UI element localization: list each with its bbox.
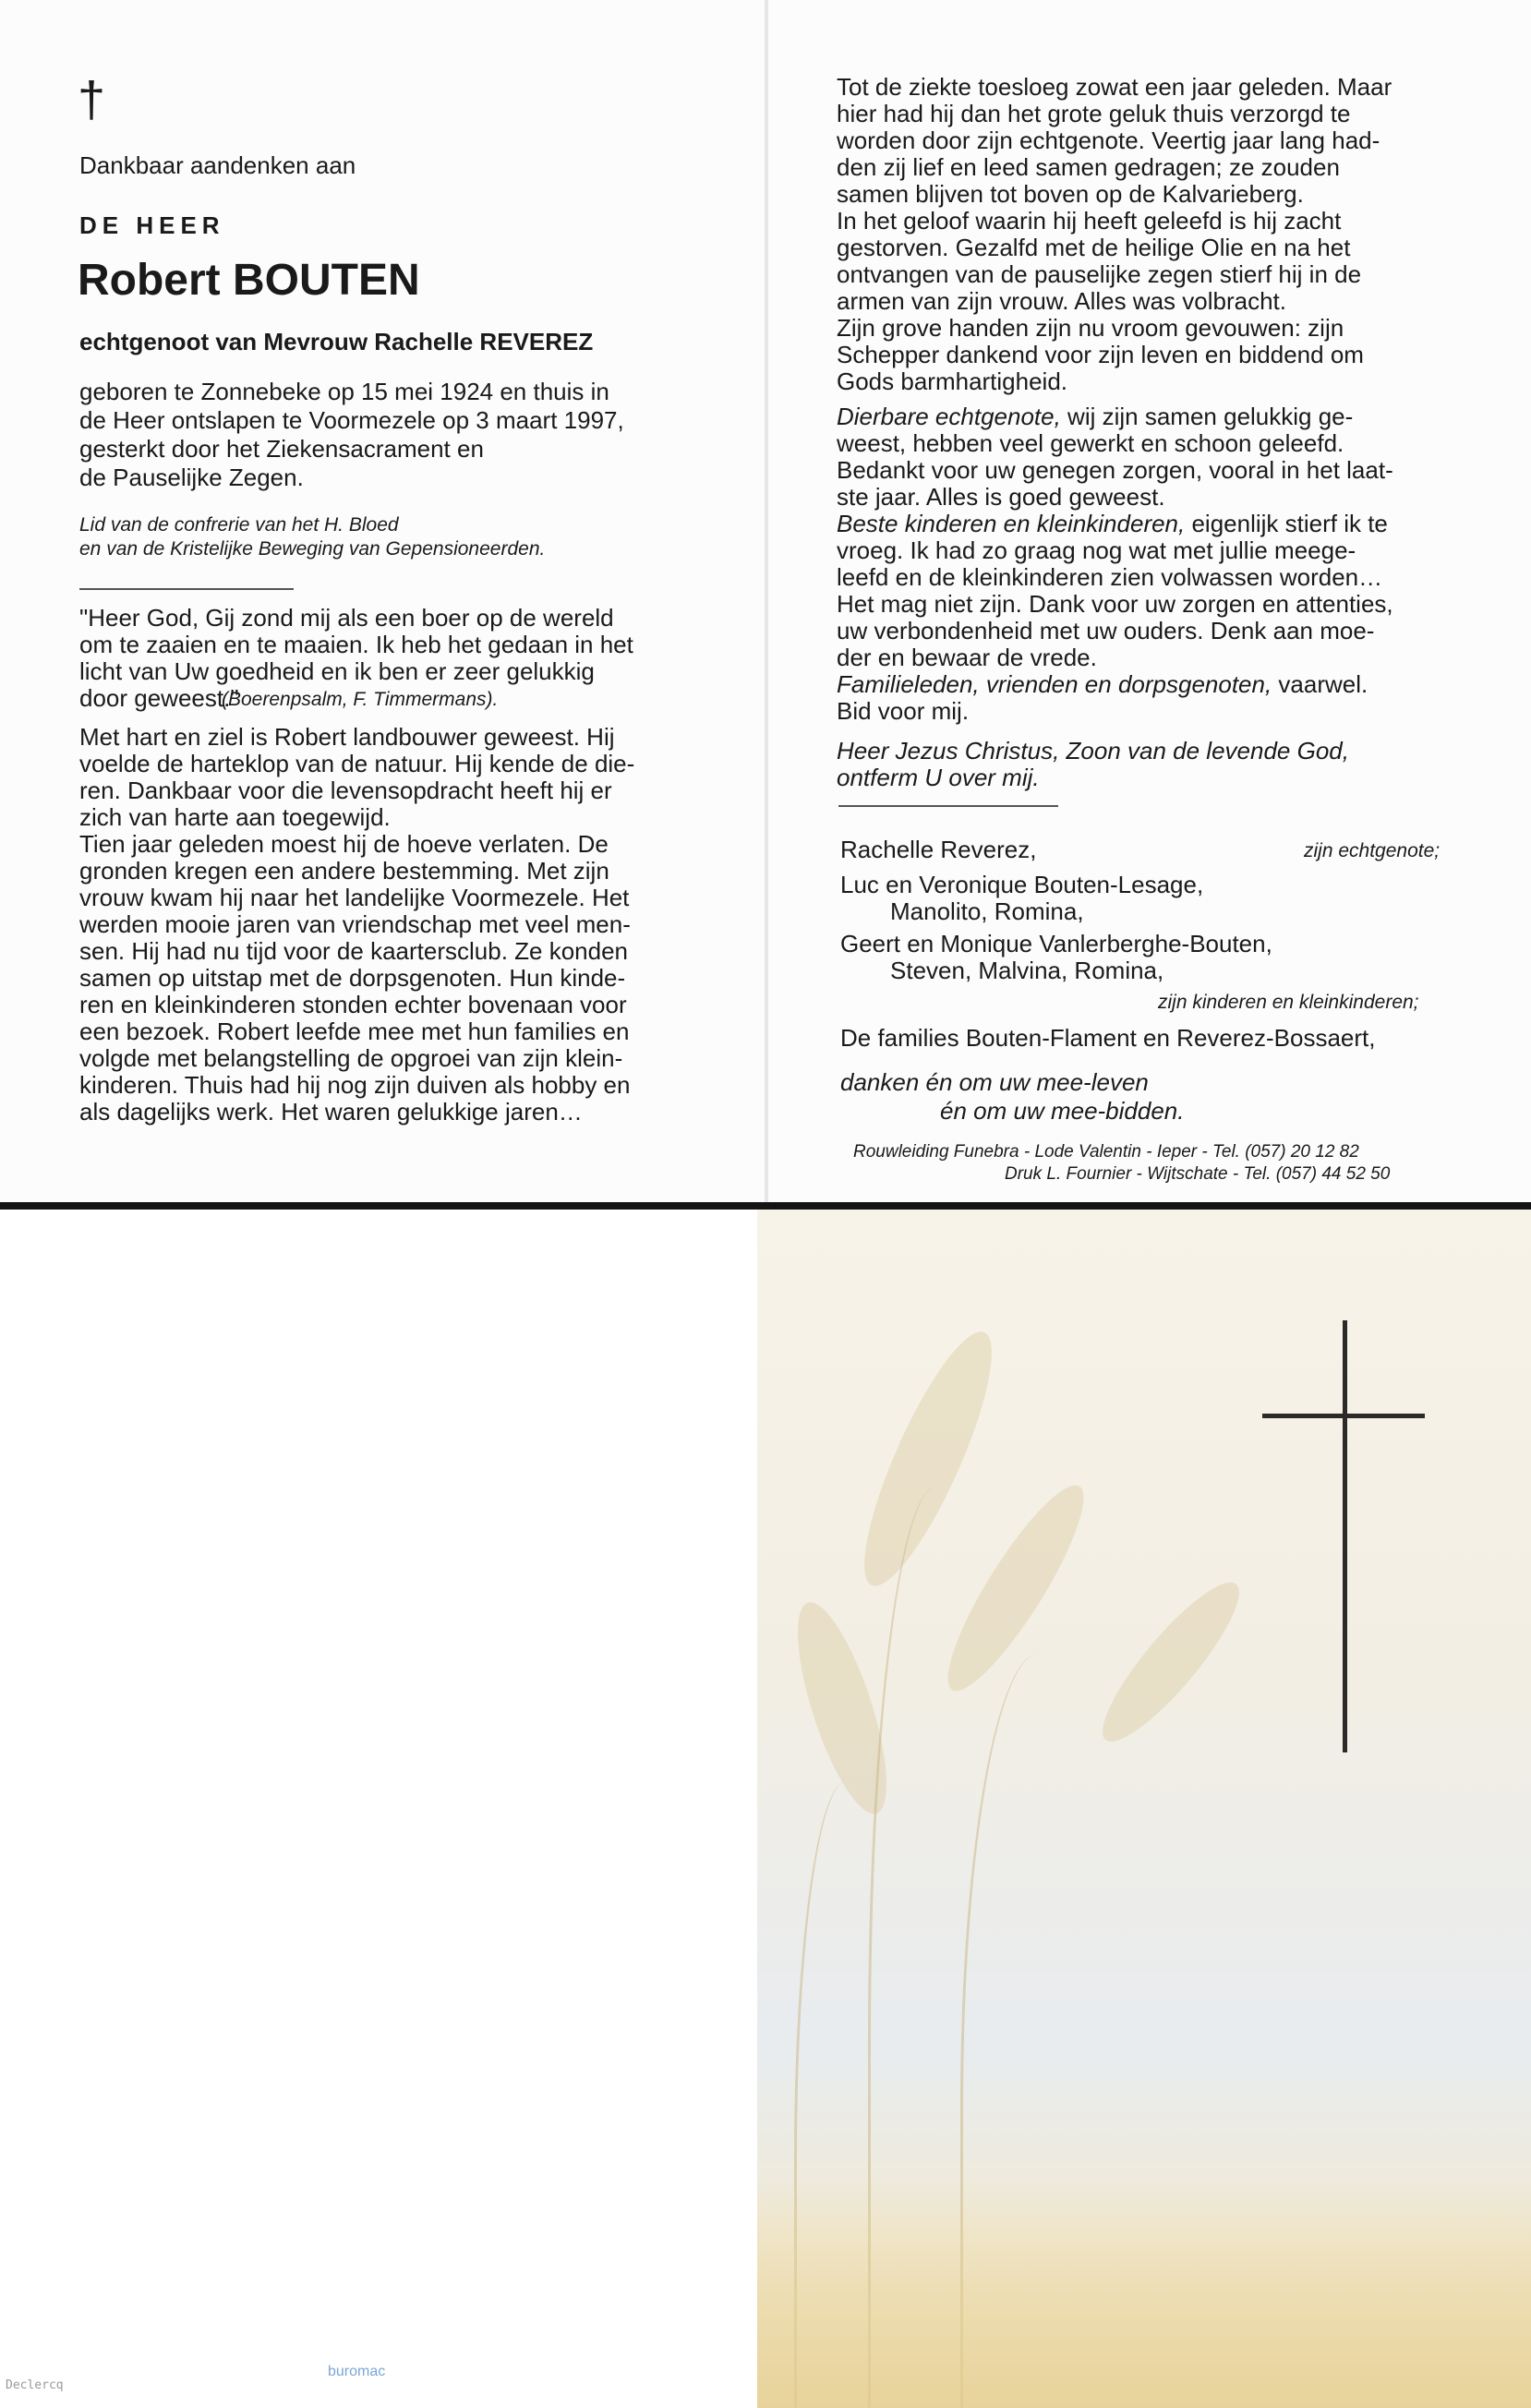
children-address: Beste kinderen en kleinkinderen, [837,510,1186,537]
divider [79,588,294,590]
left-inner-page [0,0,765,1202]
intro-text: Dankbaar aandenken aan [79,151,356,179]
mourner-families: De families Bouten-Flament en Reverez-Bossaert, [840,1024,1376,1052]
family-address-line [837,671,1368,698]
text-line: leefd en de kleinkinderen zien volwassen worden… [837,563,1383,591]
family-rest: vaarwel. [1272,670,1368,698]
text-line: Bedankt voor uw genegen zorgen, vooral in het laat- [837,456,1393,484]
mourner-grandchildren: Steven, Malvina, Romina, [890,957,1164,984]
family-address: Familieleden, vrienden en dorpsgenoten, [837,670,1272,698]
fold-line-horizontal [0,1202,1531,1210]
text-line: worden door zijn echtgenote. Veertig jaar lang had- [837,126,1380,154]
credit-printer: Druk L. Fournier - Wijtschate - Tel. (057) 44 52 50 [1005,1164,1391,1184]
text-line: ste jaar. Alles is goed geweest. [837,483,1165,511]
text-line: Schepper dankend voor zijn leven en biddend om [837,341,1364,368]
bio-line: gronden kregen een andere bestemming. Met zijn [79,857,609,885]
credit-undertaker: Rouwleiding Funebra - Lode Valentin - Ieper - Tel. (057) 20 12 82 [853,1142,1359,1162]
quote-line: licht van Uw goedheid en ik ben er zeer gelukkig [79,657,595,685]
text-line: gestorven. Gezalfd met de heilige Olie en na het [837,234,1351,261]
grass-foreground-decoration [757,2179,1531,2408]
bio-line: zich van harte aan toegewijd. [79,803,391,831]
brand-mark: buromac [328,2364,386,2379]
title-prefix: DE HEER [79,211,225,239]
cross-icon [1343,1320,1347,1752]
text-line: Tot de ziekte toesloeg zowat een jaar geleden. Maar [837,73,1392,101]
bio-line: Met hart en ziel is Robert landbouwer geweest. Hij [79,723,615,751]
text-line: armen van zijn vrouw. Alles was volbracht. [837,287,1286,315]
bio-line: voelde de harteklop van de natuur. Hij kende de die- [79,750,635,777]
deceased-name: Robert BOUTEN [78,256,420,305]
back-page-blank [0,1210,757,2408]
quote-line: om te zaaien en te maaien. Ik heb het gedaan in het [79,631,633,658]
children-address-line [837,511,1388,537]
divider [838,805,1058,807]
birth-line: de Pauselijke Zegen. [79,464,304,491]
thanks-line: én om uw mee-bidden. [940,1097,1185,1125]
text-line: In het geloof waarin hij heeft geleefd is hij zacht [837,207,1342,235]
front-cover [757,1210,1531,2408]
membership-line: en van de Kristelijke Beweging van Gepensioneerden. [79,538,546,560]
prayer-line: ontferm U over mij. [837,764,1040,791]
thanks-line: danken én om uw mee-leven [840,1068,1149,1096]
birth-line: gesterkt door het Ziekensacrament en [79,435,484,463]
mourner-child: Luc en Veronique Bouten-Lesage, [840,871,1204,898]
bio-line: als dagelijks werk. Het waren gelukkige jaren… [79,1098,583,1126]
quote-source: (Boerenpsalm, F. Timmermans). [222,689,499,710]
text-line: vroeg. Ik had zo graag nog wat met jullie meege- [837,536,1356,564]
text-line: Zijn grove handen zijn nu vroom gevouwen: zijn [837,314,1344,342]
spouse-line: echtgenoot van Mevrouw Rachelle REVEREZ [79,328,594,355]
mourner-children-role: zijn kinderen en kleinkinderen; [1158,992,1419,1013]
bio-line: een bezoek. Robert leefde mee met hun families en [79,1017,630,1045]
right-inner-page [768,0,1531,1202]
text-line: weest, hebben veel gewerkt en schoon geleefd. [837,429,1344,457]
mourner-child: Geert en Monique Vanlerberghe-Bouten, [840,930,1272,957]
quote-line: door geweest." [79,684,239,712]
prayer-line: Heer Jezus Christus, Zoon van de levende God, [837,737,1349,765]
membership-line: Lid van de confrerie van het H. Bloed [79,514,399,536]
bio-line: ren. Dankbaar voor die levensopdracht heeft hij er [79,777,612,804]
text-line: den zij lief en leed samen gedragen; ze zouden [837,153,1340,181]
bio-line: ren en kleinkinderen stonden echter bovenaan voor [79,991,627,1018]
bio-line: sen. Hij had nu tijd voor de kaartersclub. Ze konden [79,937,629,965]
bio-line: kinderen. Thuis had hij nog zijn duiven als hobby en [79,1071,631,1099]
bio-line: Tien jaar geleden moest hij de hoeve verlaten. De [79,830,609,858]
bio-line: volgde met belangstelling de opgroei van zijn klein- [79,1044,623,1072]
children-text: eigenlijk stierf ik te [1185,510,1388,537]
cross-symbol: † [78,72,106,127]
text-line: ontvangen van de pauselijke zegen stierf hij in de [837,260,1362,288]
archive-signature: Declercq [6,2378,64,2392]
quote-line: "Heer God, Gij zond mij als een boer op de wereld [79,604,614,632]
mourner-spouse-role: zijn echtgenote; [1304,840,1441,861]
spouse-text: wij zijn samen gelukkig ge- [1060,403,1354,430]
mourner-grandchildren: Manolito, Romina, [890,897,1084,925]
text-line: hier had hij dan het grote geluk thuis verzorgd te [837,100,1351,127]
bio-line: vrouw kwam hij naar het landelijke Voormezele. Het [79,884,630,911]
bio-line: werden mooie jaren van vriendschap met veel men- [79,910,631,938]
bio-line: samen op uitstap met de dorpsgenoten. Hun kinde- [79,964,626,992]
mourner-spouse: Rachelle Reverez, [840,836,1037,863]
text-line: uw verbondenheid met uw ouders. Denk aan moe- [837,617,1375,644]
text-line: Bid voor mij. [837,697,970,725]
text-line: samen blijven tot boven op de Kalvarieberg. [837,180,1304,208]
text-line: Gods barmhartigheid. [837,367,1068,395]
reed-plume-decoration [1086,1568,1256,1757]
birth-line: geboren te Zonnebeke op 15 mei 1924 en thuis in [79,378,609,405]
spouse-address: Dierbare echtgenote, [837,403,1061,430]
birth-line: de Heer ontslapen te Voormezele op 3 maart 1997, [79,406,624,434]
cross-icon-bar [1262,1414,1425,1418]
text-line: Het mag niet zijn. Dank voor uw zorgen en attenties, [837,590,1393,618]
text-line: der en bewaar de vrede. [837,644,1097,671]
spouse-address-line [837,403,1353,430]
